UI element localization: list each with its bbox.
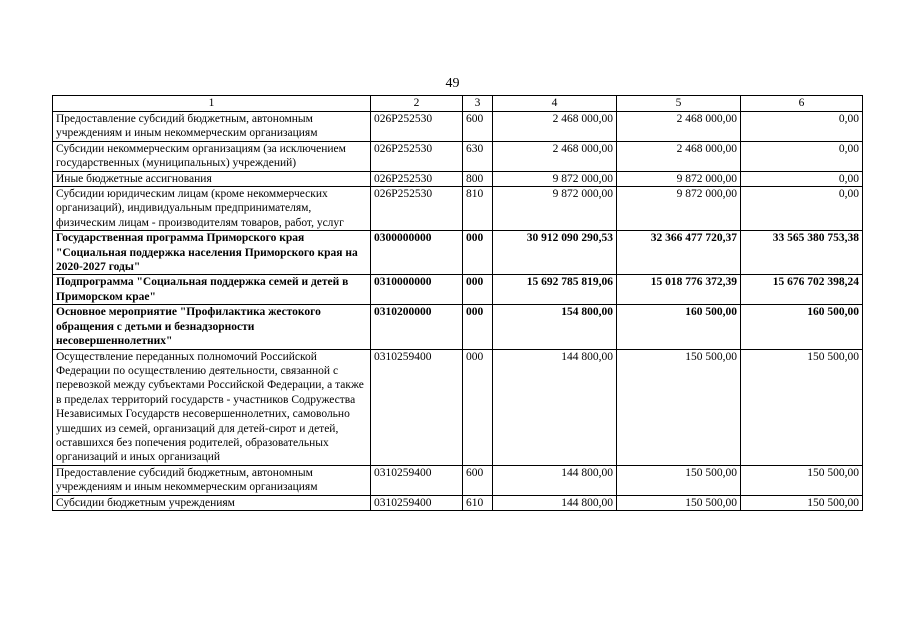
row-name: Подпрограмма "Социальная поддержка семей и детей в Приморском крае" bbox=[53, 275, 371, 305]
row-code: 0310259400 bbox=[371, 349, 463, 465]
row-name: Осуществление переданных полномочий Российской Федерации по осуществлению деятельности, связанной с перевозкой между субъектами Российской Федерации, а также в пределах территорий государств - участников Содружества Независимых Государств несовершеннолетних, самовольно ушедших из семей, организаций для детей-сирот и детей, оставшихся без попечения родителей, образовательных организаций и иных организаций bbox=[53, 349, 371, 465]
table-row bbox=[53, 349, 863, 465]
row-name: Субсидии юридическим лицам (кроме некоммерческих организаций), индивидуальным предпринимателям, физическим лицам - производителям товаров, работ, услуг bbox=[53, 187, 371, 231]
table-row bbox=[53, 112, 863, 142]
header-row bbox=[53, 96, 863, 112]
row-expense-type: 000 bbox=[463, 349, 493, 465]
page-number: 49 bbox=[445, 76, 460, 91]
row-expense-type: 000 bbox=[463, 231, 493, 275]
table-row bbox=[53, 495, 863, 510]
row-expense-type: 000 bbox=[463, 275, 493, 305]
row-expense-type: 810 bbox=[463, 187, 493, 231]
row-value-col6: 160 500,00 bbox=[741, 305, 863, 349]
table-row bbox=[53, 187, 863, 231]
row-code: 026P252530 bbox=[371, 171, 463, 186]
row-value-col6: 0,00 bbox=[741, 141, 863, 171]
row-value-col4: 144 800,00 bbox=[493, 495, 617, 510]
row-value-col6: 33 565 380 753,38 bbox=[741, 231, 863, 275]
row-value-col5: 9 872 000,00 bbox=[617, 171, 741, 186]
row-value-col5: 15 018 776 372,39 bbox=[617, 275, 741, 305]
row-expense-type: 600 bbox=[463, 112, 493, 142]
row-value-col5: 150 500,00 bbox=[617, 495, 741, 510]
row-value-col4: 30 912 090 290,53 bbox=[493, 231, 617, 275]
row-expense-type: 600 bbox=[463, 465, 493, 495]
table-row bbox=[53, 465, 863, 495]
row-expense-type: 000 bbox=[463, 305, 493, 349]
column-header: 6 bbox=[741, 96, 863, 112]
column-header: 2 bbox=[371, 96, 463, 112]
row-value-col5: 150 500,00 bbox=[617, 349, 741, 465]
row-value-col5: 150 500,00 bbox=[617, 465, 741, 495]
row-value-col5: 2 468 000,00 bbox=[617, 112, 741, 142]
table-row bbox=[53, 275, 863, 305]
row-code: 026P252530 bbox=[371, 112, 463, 142]
row-value-col6: 150 500,00 bbox=[741, 495, 863, 510]
budget-table bbox=[52, 95, 863, 511]
row-value-col5: 32 366 477 720,37 bbox=[617, 231, 741, 275]
row-value-col4: 144 800,00 bbox=[493, 349, 617, 465]
row-name: Государственная программа Приморского края "Социальная поддержка населения Приморского края на 2020-2027 годы" bbox=[53, 231, 371, 275]
row-code: 0300000000 bbox=[371, 231, 463, 275]
row-value-col4: 2 468 000,00 bbox=[493, 112, 617, 142]
row-value-col6: 0,00 bbox=[741, 171, 863, 186]
row-value-col5: 160 500,00 bbox=[617, 305, 741, 349]
row-value-col4: 144 800,00 bbox=[493, 465, 617, 495]
row-value-col6: 0,00 bbox=[741, 112, 863, 142]
row-expense-type: 800 bbox=[463, 171, 493, 186]
row-name: Предоставление субсидий бюджетным, автономным учреждениям и иным некоммерческим организациям bbox=[53, 465, 371, 495]
row-value-col6: 150 500,00 bbox=[741, 349, 863, 465]
column-header: 1 bbox=[53, 96, 371, 112]
row-name: Основное мероприятие "Профилактика жестокого обращения с детьми и безнадзорности несовершеннолетних" bbox=[53, 305, 371, 349]
column-header: 3 bbox=[463, 96, 493, 112]
row-value-col4: 9 872 000,00 bbox=[493, 171, 617, 186]
row-value-col6: 15 676 702 398,24 bbox=[741, 275, 863, 305]
table-row bbox=[53, 305, 863, 349]
row-value-col4: 2 468 000,00 bbox=[493, 141, 617, 171]
row-name: Предоставление субсидий бюджетным, автономным учреждениям и иным некоммерческим организациям bbox=[53, 112, 371, 142]
table-row bbox=[53, 171, 863, 186]
column-header: 5 bbox=[617, 96, 741, 112]
row-name: Субсидии некоммерческим организациям (за исключением государственных (муниципальных) учреждений) bbox=[53, 141, 371, 171]
row-code: 026P252530 bbox=[371, 187, 463, 231]
table-row bbox=[53, 141, 863, 171]
row-value-col5: 9 872 000,00 bbox=[617, 187, 741, 231]
row-name: Иные бюджетные ассигнования bbox=[53, 171, 371, 186]
row-name: Субсидии бюджетным учреждениям bbox=[53, 495, 371, 510]
row-code: 0310000000 bbox=[371, 275, 463, 305]
row-code: 0310259400 bbox=[371, 465, 463, 495]
table-row bbox=[53, 231, 863, 275]
row-value-col4: 15 692 785 819,06 bbox=[493, 275, 617, 305]
row-code: 0310200000 bbox=[371, 305, 463, 349]
row-code: 0310259400 bbox=[371, 495, 463, 510]
row-value-col4: 154 800,00 bbox=[493, 305, 617, 349]
row-value-col6: 150 500,00 bbox=[741, 465, 863, 495]
row-value-col6: 0,00 bbox=[741, 187, 863, 231]
row-expense-type: 630 bbox=[463, 141, 493, 171]
column-header: 4 bbox=[493, 96, 617, 112]
row-value-col5: 2 468 000,00 bbox=[617, 141, 741, 171]
row-value-col4: 9 872 000,00 bbox=[493, 187, 617, 231]
row-code: 026P252530 bbox=[371, 141, 463, 171]
row-expense-type: 610 bbox=[463, 495, 493, 510]
